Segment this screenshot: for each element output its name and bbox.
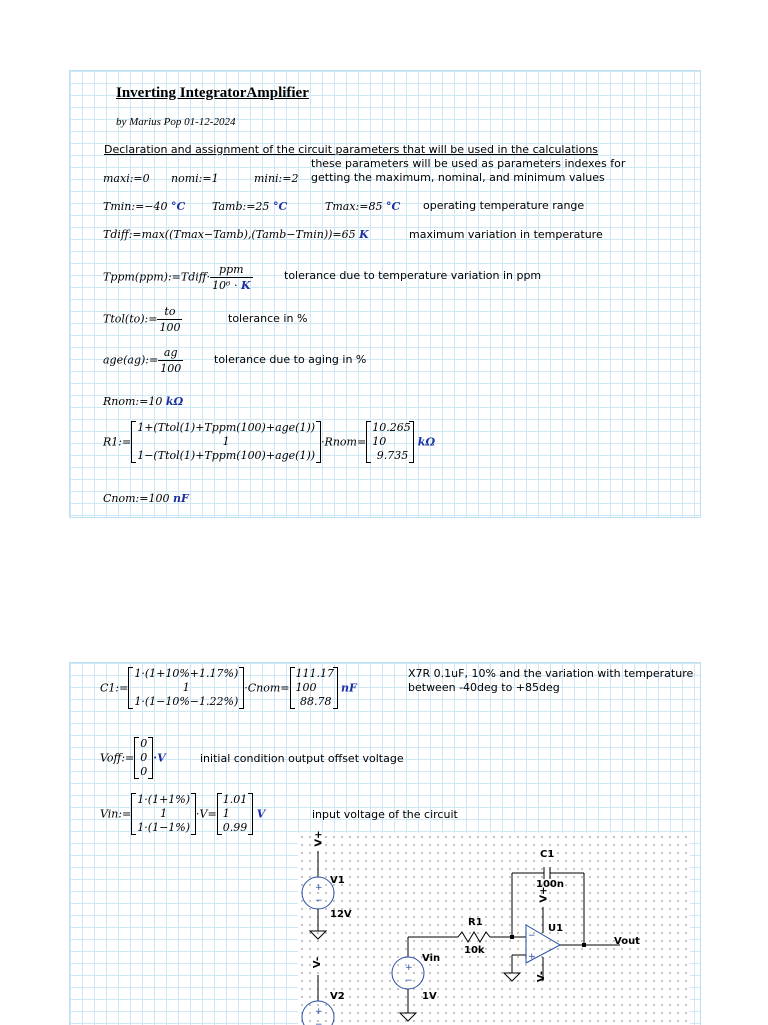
r1-matrix-expression: R1:= 1+(Ttol(1)+Tppm(100)+age(1)) 1 1−(Ttol(1)+Tppm(100)+age(1)) ·Rnom= 10.265 10 9.735 kΩ bbox=[103, 421, 436, 462]
svg-text:+: + bbox=[528, 952, 536, 962]
voff-matrix-expression: Voff:= 0 0 0 ·V bbox=[100, 737, 166, 778]
voff-matrix: 0 0 0 bbox=[134, 737, 153, 779]
vin-result-matrix: 1.01 1 0.99 bbox=[217, 793, 254, 835]
c1-note-line1: X7R 0.1uF, 10% and the variation with temperature bbox=[408, 667, 694, 680]
c1-input-matrix: 1·(1+10%+1.17%) 1 1·(1−10%−1.22%) bbox=[128, 667, 244, 709]
cnom-definition: Cnom:=100 nF bbox=[103, 492, 189, 505]
ttol-function: Ttol(to):= $\frac{to}{100}$ bbox=[103, 305, 181, 334]
c1-matrix-expression: C1:= 1·(1+10%+1.17%) 1 1·(1−10%−1.22%) ·Cnom= 111.17 100 88.78 nF bbox=[100, 667, 357, 708]
r1-name-label: R1 bbox=[468, 917, 483, 928]
svg-text:−: − bbox=[315, 896, 323, 906]
author-line: by Marius Pop 01-12-2024 bbox=[116, 116, 236, 128]
r1-value-label: 10k bbox=[464, 945, 485, 956]
vin-note: input voltage of the circuit bbox=[312, 808, 458, 821]
vin-name-label: Vin bbox=[422, 953, 441, 964]
celsius-unit: °C bbox=[272, 200, 288, 213]
c1-name-label: C1 bbox=[540, 849, 555, 860]
nomi-definition: nomi:=1 bbox=[171, 172, 219, 185]
ttol-note: tolerance in % bbox=[228, 312, 308, 325]
maxi-definition: maxi:=0 bbox=[103, 172, 150, 185]
ground-symbol bbox=[504, 973, 520, 981]
worksheet-page-1 bbox=[69, 70, 701, 518]
nanofarad-unit: nF bbox=[341, 681, 357, 695]
tppm-note: tolerance due to temperature variation in ppm bbox=[284, 269, 542, 282]
volt-unit: ·V bbox=[153, 751, 166, 765]
nanofarad-unit: nF bbox=[172, 492, 189, 505]
schematic-wires bbox=[302, 851, 620, 1025]
svg-text:+: + bbox=[315, 883, 323, 893]
r1-resistor-symbol bbox=[458, 932, 490, 942]
schematic-drawing bbox=[298, 833, 690, 1025]
c1-result-matrix: 111.17 100 88.78 bbox=[290, 667, 338, 709]
v2-vminus-label: V- bbox=[312, 956, 324, 969]
svg-text:+: + bbox=[405, 963, 413, 973]
voff-note: initial condition output offset voltage bbox=[200, 752, 404, 765]
v2-name-label: V2 bbox=[330, 991, 345, 1002]
u1-vplus-label: V+ bbox=[538, 886, 550, 903]
v1-vplus-label: V+ bbox=[313, 830, 325, 847]
mini-definition: mini:=2 bbox=[254, 172, 299, 185]
kelvin-unit: K bbox=[359, 228, 369, 241]
kohm-unit: kΩ bbox=[165, 395, 184, 408]
circuit-schematic bbox=[298, 830, 690, 1025]
r1-result-matrix: 10.265 10 9.735 bbox=[366, 421, 414, 463]
ground-symbol bbox=[310, 931, 326, 939]
u1-vminus-label: V- bbox=[536, 970, 548, 983]
vin-value-label: 1V bbox=[422, 991, 437, 1002]
svg-text:−: − bbox=[315, 1020, 323, 1025]
celsius-unit: °C bbox=[171, 200, 186, 213]
tmax-definition: Tmax:=85 °C bbox=[325, 200, 401, 213]
worksheet-page-2 bbox=[69, 662, 701, 1025]
declaration-heading: Declaration and assignment of the circuit parameters that will be used in the calculations bbox=[104, 143, 599, 156]
index-note-line2: getting the maximum, nominal, and minimum values bbox=[311, 171, 605, 184]
tdiff-note: maximum variation in temperature bbox=[409, 228, 603, 241]
vin-input-matrix: 1·(1+1%) 1 1·(1−1%) bbox=[131, 793, 196, 835]
v1-name-label: V1 bbox=[330, 875, 345, 886]
rnom-definition: Rnom:=10 kΩ bbox=[103, 395, 184, 408]
page-title: Inverting IntegratorAmplifier bbox=[116, 85, 309, 101]
v1-value-label: 12V bbox=[330, 909, 352, 920]
svg-text:+: + bbox=[315, 1007, 323, 1017]
tamb-definition: Tamb:=25 °C bbox=[212, 200, 288, 213]
tppm-fraction: $\frac{\text{ppm}}{\text{10⁶ · K}}$ bbox=[212, 263, 251, 292]
kohm-unit: kΩ bbox=[417, 435, 436, 449]
volt-unit: V bbox=[256, 807, 266, 821]
ground-symbol bbox=[400, 1013, 416, 1021]
r1-input-matrix: 1+(Ttol(1)+Tppm(100)+age(1)) 1 1−(Ttol(1)+Tppm(100)+age(1)) bbox=[131, 421, 321, 463]
svg-text:−: − bbox=[528, 931, 536, 941]
svg-text:−: − bbox=[405, 976, 413, 986]
u1-name-label: U1 bbox=[548, 923, 564, 934]
index-note-line1: these parameters will be used as parameters indexes for bbox=[311, 157, 626, 170]
tppm-function: Tppm(ppm):=Tdiff· $\frac{\text{ppm}}{\text{10⁶ · K}}$ bbox=[103, 263, 251, 292]
tmin-definition: Tmin:=−40 °C bbox=[103, 200, 186, 213]
tdiff-definition: Tdiff:=max((Tmax−Tamb),(Tamb−Tmin))=65 K bbox=[103, 228, 369, 241]
vout-label: Vout bbox=[614, 936, 640, 947]
c1-note-line2: between -40deg to +85deg bbox=[408, 681, 560, 694]
age-function: age(ag):= $\frac{ag}{100}$ bbox=[103, 346, 182, 375]
c1-value-label: 100n bbox=[536, 879, 564, 890]
age-note: tolerance due to aging in % bbox=[214, 353, 367, 366]
temp-range-note: operating temperature range bbox=[423, 199, 585, 212]
celsius-unit: °C bbox=[385, 200, 401, 213]
vin-matrix-expression: Vin:= 1·(1+1%) 1 1·(1−1%) ·V= 1.01 1 0.99 V bbox=[100, 793, 266, 834]
